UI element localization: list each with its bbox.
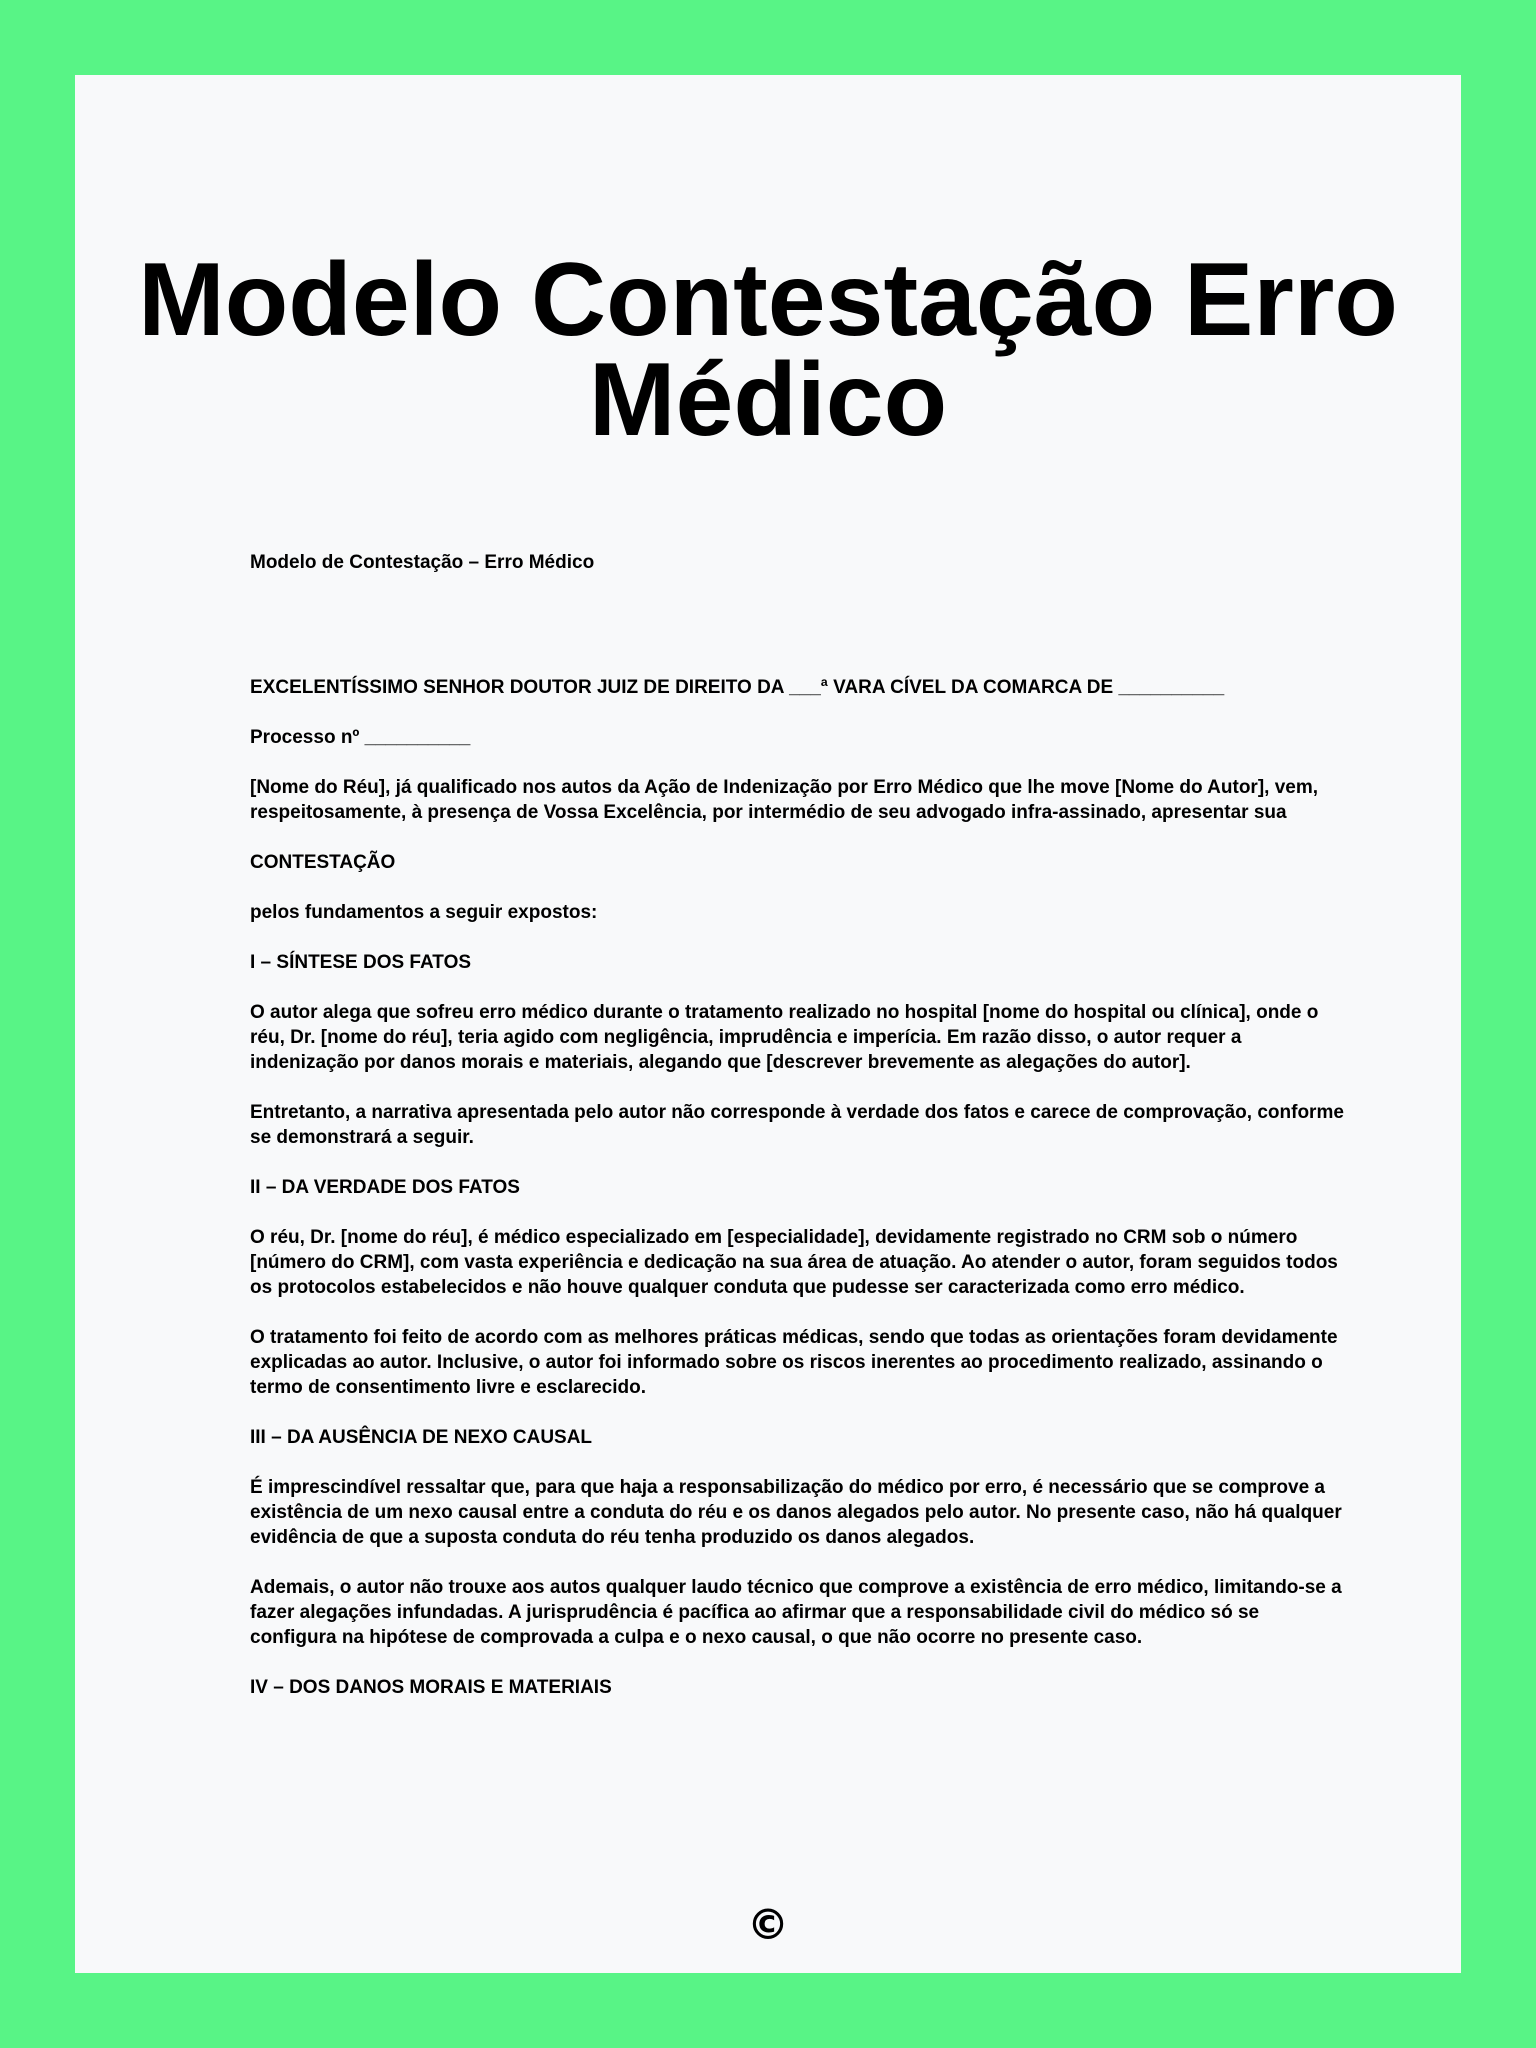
process-number: Processo nº __________ [250, 727, 471, 748]
document-body [250, 550, 1350, 1725]
document-page [75, 75, 1461, 1973]
paragraph-nexo-2: Ademais, o autor não trouxe aos autos qualquer laudo técnico que comprove a existência de erro médico, limitando-se a fazer alegações infundadas. A jurisprudência é pacífica ao afirmar que a responsabilidade civil do médico só se configura na hipótese de comprovada a culpa e o nexo causal, o que não ocorre no presente caso. [250, 1577, 1342, 1648]
section-heading-sintese: I – SÍNTESE DOS FATOS [250, 952, 472, 973]
paragraph-sintese-2: Entretanto, a narrativa apresentada pelo autor não corresponde à verdade dos fatos e carece de comprovação, conforme se demonstrará a seguir. [250, 1102, 1344, 1148]
paragraph-verdade-2: O tratamento foi feito de acordo com as melhores práticas médicas, sendo que todas as orientações foram devidamente explicadas ao autor. Inclusive, o autor foi informado sobre os riscos inerentes ao procedimento realizado, assinando o termo de consentimento livre e esclarecido. [250, 1327, 1338, 1398]
document-subtitle: Modelo de Contestação – Erro Médico [250, 552, 595, 573]
grounds-intro: pelos fundamentos a seguir expostos: [250, 902, 598, 923]
section-heading-danos: IV – DOS DANOS MORAIS E MATERIAIS [250, 1677, 612, 1698]
section-heading-nexo: III – DA AUSÊNCIA DE NEXO CAUSAL [250, 1427, 593, 1448]
section-heading-contestacao: CONTESTAÇÃO [250, 852, 396, 873]
paragraph-sintese-1: O autor alega que sofreu erro médico durante o tratamento realizado no hospital [nome do hospital ou clínica], onde o réu, Dr. [nome do réu], teria agido com negligência, imprudência e imperícia. Em razão disso, o autor requer a indenização por danos morais e materiais, alegando que [descrever brevemente as alegações do autor]. [250, 1002, 1319, 1073]
court-address: EXCELENTÍSSIMO SENHOR DOUTOR JUIZ DE DIREITO DA ___ª VARA CÍVEL DA COMARCA DE __________ [250, 677, 1225, 698]
intro-paragraph: [Nome do Réu], já qualificado nos autos da Ação de Indenização por Erro Médico que lhe move [Nome do Autor], vem, respeitosamente, à presença de Vossa Excelência, por intermédio de seu advogado infra-assinado, apresentar sua [250, 777, 1319, 823]
copyright-icon: © [747, 1900, 789, 1949]
section-heading-verdade: II – DA VERDADE DOS FATOS [250, 1177, 520, 1198]
document-title: Modelo Contestação Erro Médico [138, 242, 1398, 458]
paragraph-nexo-1: É imprescindível ressaltar que, para que haja a responsabilização do médico por erro, é necessário que se comprove a existência de um nexo causal entre a conduta do réu e os danos alegados pelo autor. No presente caso, não há qualquer evidência de que a suposta conduta do réu tenha produzido os danos alegados. [250, 1477, 1342, 1548]
paragraph-verdade-1: O réu, Dr. [nome do réu], é médico especializado em [especialidade], devidamente registrado no CRM sob o número [número do CRM], com vasta experiência e dedicação na sua área de atuação. Ao atender o autor, foram seguidos todos os protocolos estabelecidos e não houve qualquer conduta que pudesse ser caracterizada como erro médico. [250, 1227, 1338, 1298]
